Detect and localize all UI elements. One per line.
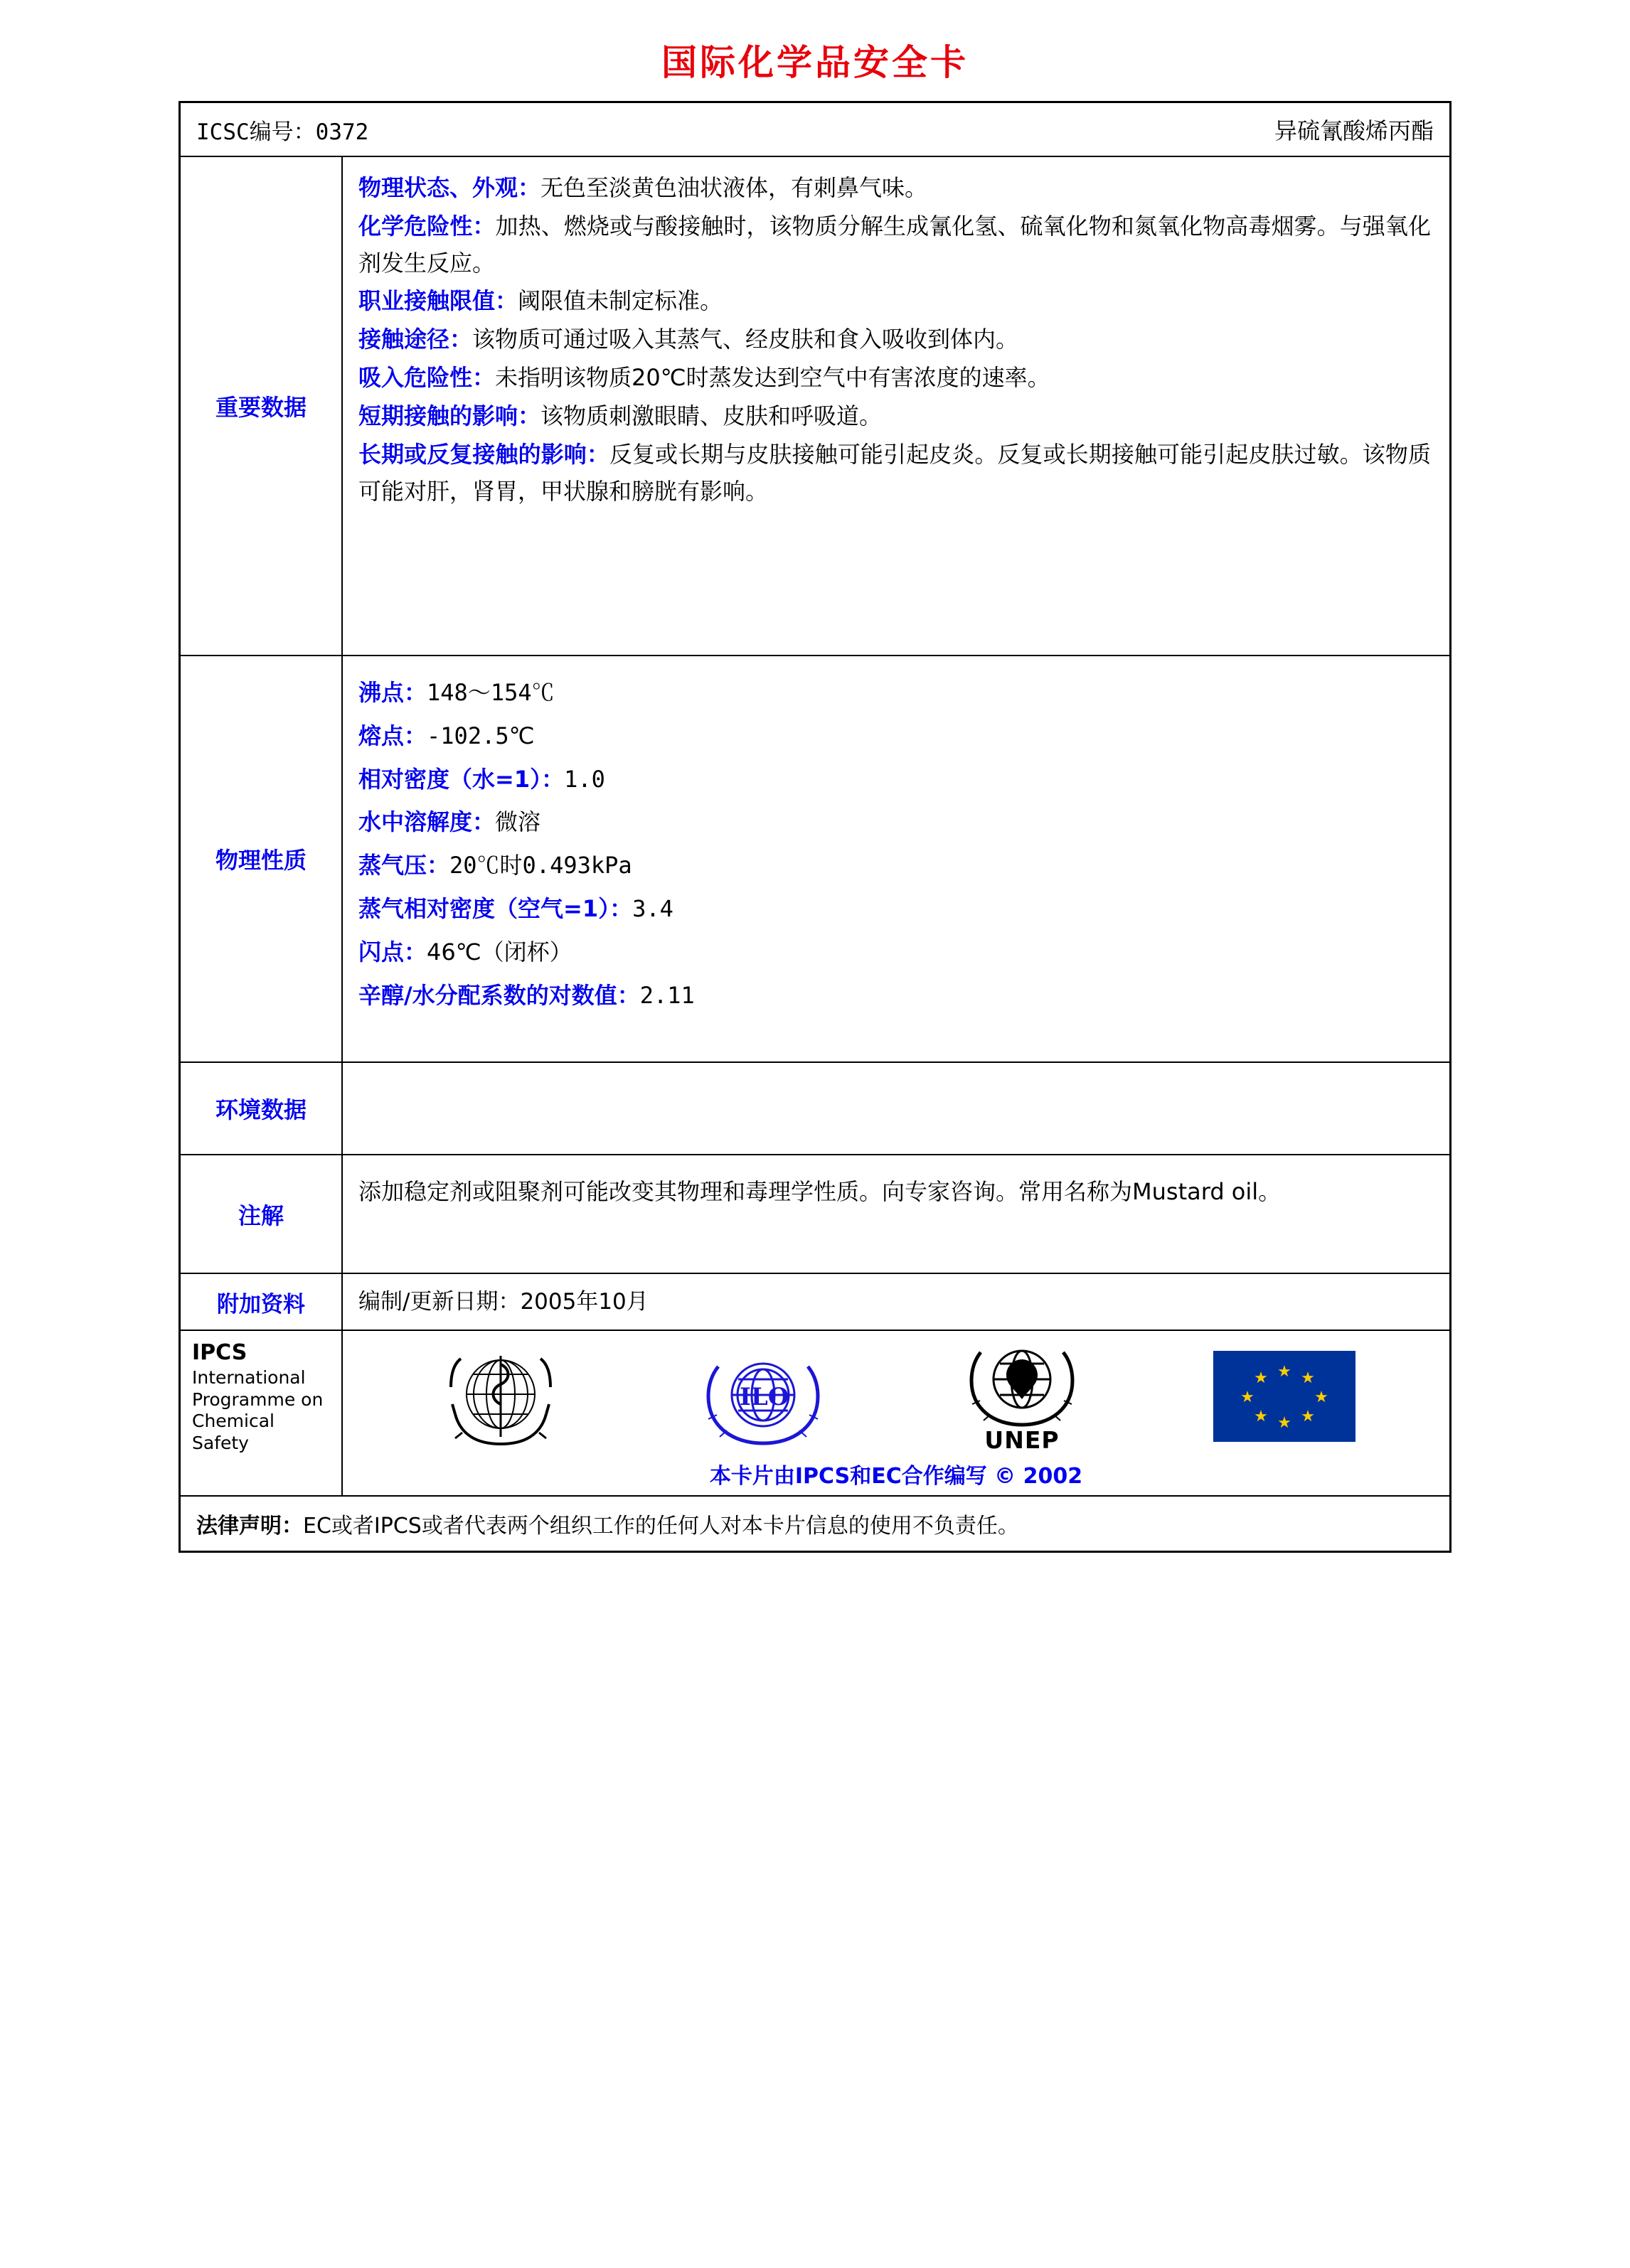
data-item-key: 短期接触的影响： [358,402,541,429]
section-notes [181,1155,1449,1274]
legal-notice [196,1508,1019,1539]
data-item-value: 无色至淡黄色油状液体，有刺鼻气味。 [540,174,928,201]
ilo-logo [696,1347,831,1446]
icsc-number-label: ICSC编号： [196,119,316,145]
data-item [358,398,1431,435]
data-item-key: 相对密度（水=1）： [358,765,565,793]
data-item-value: 3.4 [632,895,673,923]
data-item-value: 阈限值未制定标准。 [518,287,723,315]
legal-notice-text: EC或者IPCS或者代表两个组织工作的任何人对本卡片信息的使用不负责任。 [303,1514,1019,1539]
data-item-key: 沸点： [358,679,427,706]
section-additional-info [181,1274,1449,1331]
section-content-physical-properties [343,656,1449,1061]
data-item-key: 物理状态、外观： [358,174,541,201]
ipcs-full-name: International Programme on Chemical Safety [192,1367,324,1453]
section-content-important-data [343,157,1449,655]
svg-text:★: ★ [1314,1388,1328,1406]
section-important-data [181,157,1449,656]
data-item-key: 蒸气相对密度（空气=1）： [358,895,633,923]
legal-notice-label: 法律声明： [196,1514,303,1539]
data-item [358,934,1431,971]
data-item-value: -102.5℃ [427,722,535,749]
data-item-value: 该物质刺激眼睛、皮肤和呼吸道。 [540,402,883,429]
section-label-notes: 注解 [181,1155,343,1273]
footer-logo-row [181,1331,1449,1497]
section-label-environmental-data: 环境数据 [181,1063,343,1154]
icsc-number-value: 0372 [315,119,369,145]
data-item [358,170,1431,207]
data-item-value: 1.0 [564,765,605,793]
data-item-key: 闪点： [358,938,427,965]
section-label-additional-info: 附加资料 [181,1274,343,1330]
data-item [358,804,1431,841]
data-item [358,283,1431,320]
page-title: 国际化学品安全卡 [661,42,969,83]
data-item [358,437,1431,510]
data-item-key: 水中溶解度： [358,808,496,836]
ipcs-block [181,1331,343,1495]
card-header [181,103,1449,156]
data-item-key: 辛醇/水分配系数的对数值： [358,981,640,1009]
data-item [358,208,1431,282]
svg-text:★: ★ [1277,1362,1291,1381]
svg-text:★: ★ [1277,1413,1291,1432]
data-item-key: 长期或反复接触的影响： [358,440,609,468]
svg-text:ILO: ILO [740,1382,789,1411]
data-item-value: 2.11 [639,981,695,1009]
eu-flag [1213,1351,1355,1442]
data-item [358,978,1431,1015]
ipcs-abbreviation: IPCS [192,1340,247,1366]
data-item-value: 加热、燃烧或与酸接触时，该物质分解生成氰化氢、硫氧化物和氮氧化物高毒烟雾。与强氧化剂发生反应。 [358,212,1431,277]
data-item [358,761,1431,798]
data-item-value: 148～154℃ [427,679,555,706]
unep-label: UNEP [984,1426,1060,1455]
data-item-value: 20℃时0.493kPa [449,852,632,879]
data-item-value: 反复或长期与皮肤接触可能引起皮炎。反复或长期接触可能引起皮肤过敏。该物质可能对肝，肾胃，甲状腺和膀胱有影响。 [358,440,1431,505]
data-item-key: 化学危险性： [358,212,496,240]
data-item-key: 接触途径： [358,326,473,353]
svg-text:★: ★ [1301,1369,1315,1387]
section-physical-properties [181,656,1449,1063]
data-item-key: 蒸气压： [358,852,450,879]
data-item-value: 46℃（闭杯） [427,938,572,965]
legal-notice-row [181,1497,1449,1551]
ipcs-ec-credit: 本卡片由IPCS和EC合作编写 © 2002 [709,1464,1083,1489]
logos-container [343,1335,1449,1454]
svg-text:★: ★ [1301,1407,1315,1425]
section-label-important-data: 重要数据 [181,157,343,655]
section-environmental-data [181,1063,1449,1155]
icsc-card [179,101,1451,1553]
card-header-row [181,103,1449,157]
data-item [358,891,1431,928]
data-item-key: 职业接触限值： [358,287,518,315]
substance-name: 异硫氰酸烯丙酯 [1274,117,1434,144]
data-item [358,718,1431,755]
logos-and-credit [343,1331,1449,1495]
data-item [358,675,1431,712]
svg-text:★: ★ [1254,1407,1268,1425]
data-item-value: 未指明该物质20℃时蒸发达到空气中有害浓度的速率。 [495,364,1050,392]
section-content-notes: 添加稳定剂或阻聚剂可能改变其物理和毒理学性质。向专家咨询。常用名称为Mustard oil。 [358,1178,1282,1205]
section-label-physical-properties: 物理性质 [181,656,343,1061]
who-logo [437,1343,565,1450]
data-item-key: 吸入危险性： [358,364,496,392]
section-content-additional-info: 编制/更新日期：2005年10月 [358,1289,649,1315]
svg-text:★: ★ [1254,1369,1268,1387]
data-item [358,321,1431,358]
section-content-environmental-data [343,1063,1449,1154]
data-item-value: 该物质可通过吸入其蒸气、经皮肤和食入吸收到体内。 [472,326,1019,353]
data-item [358,360,1431,397]
svg-text:★: ★ [1240,1388,1255,1406]
data-item-key: 熔点： [358,722,427,749]
data-item-value: 微溶 [495,808,541,836]
data-item [358,847,1431,884]
icsc-number-block [196,114,368,146]
unep-logo [962,1338,1082,1454]
